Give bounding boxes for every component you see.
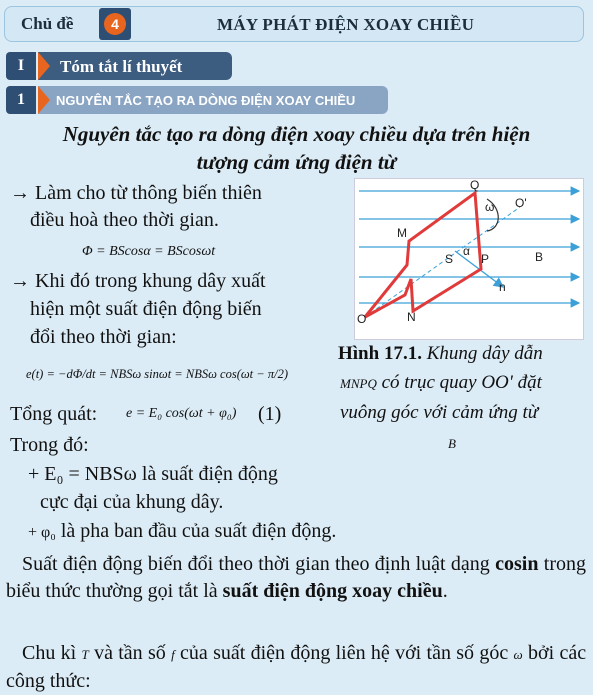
equation-number: (1) (258, 403, 282, 425)
label-p: P (481, 252, 490, 266)
label-n: N (407, 310, 416, 324)
label-n-vector: n (499, 280, 506, 294)
text-line: → Khi đó trong khung dây xuất (10, 270, 266, 292)
caption-text: Khung dây dẫn (426, 343, 543, 364)
where-label: Trong đó: (10, 434, 89, 456)
bullet-text: là pha ban đầu của suất điện động. (60, 520, 337, 542)
caption-text: có trục quay OO' đặt (381, 372, 542, 393)
para-bold: cosin (495, 553, 539, 575)
caption-symbol: MNPQ (340, 376, 377, 391)
label-alpha: α (463, 244, 470, 258)
formula-emf: e(t) = −dΦ/dt = NBSω sinωt = NBSω cos(ωt − π/2) (26, 367, 288, 381)
section-label: Tóm tắt lí thuyết (60, 57, 183, 76)
paragraph-period (6, 640, 586, 695)
formula-general: e = E₀ cos(ωt + φ₀) (126, 406, 237, 421)
text-line: điều hoà theo thời gian. (30, 209, 219, 231)
caption-line-2 (340, 372, 542, 394)
para-text: Chu kì (22, 642, 77, 664)
topic-number: 4 (104, 13, 126, 35)
bullet-line: cực đại của khung dây. (40, 491, 224, 513)
paragraph-emf (6, 551, 586, 605)
principle-heading (0, 120, 593, 176)
coil-diagram (355, 179, 583, 339)
subsection-header (6, 86, 388, 114)
para-text: . (442, 580, 448, 602)
para-text: Suất điện động biến đổi theo thời gian theo định luật dạng (22, 553, 490, 575)
para-text: và tần số (94, 642, 166, 664)
phi0-symbol: + φ₀ (28, 524, 56, 541)
topic-number-badge (99, 8, 131, 40)
para-text: của suất điện động liên hệ với tần số góc (180, 642, 509, 664)
label-omega: ω (485, 200, 495, 214)
caption-line-1 (338, 343, 543, 365)
caption-line-3: vuông góc với cảm ứng từ (340, 402, 539, 423)
symbol-t: T (81, 647, 89, 662)
para-text: trong biểu thức thường gọi tắt là (6, 553, 586, 602)
chevron-icon (38, 86, 50, 114)
caption-title: Hình 17.1. (338, 343, 422, 364)
para-bold: suất điện động xoay chiều (222, 580, 443, 602)
text-line: → Làm cho từ thông biến thiên (10, 182, 262, 204)
chevron-icon (38, 52, 50, 80)
text-line: hiện một suất điện động biến (30, 298, 262, 320)
label-b: B (535, 250, 544, 264)
formula-flux: Φ = BScosα = BScosωt (82, 244, 216, 259)
symbol-omega: ω (513, 647, 523, 662)
bullet-line (28, 520, 336, 543)
topic-header (4, 6, 584, 42)
bullet-line: + E₀ = NBSω là suất điện động (28, 463, 278, 485)
subsection-number: 1 (6, 86, 36, 114)
section-number: I (6, 52, 36, 80)
heading-line-2: tượng cảm ứng điện từ (196, 150, 397, 174)
heading-line-1: Nguyên tắc tạo ra dòng điện xoay chiều dựa trên hiện (62, 122, 531, 146)
general-label: Tổng quát: (10, 403, 98, 425)
topic-label: Chủ đề (21, 14, 74, 33)
caption-symbol-b: B (448, 436, 456, 451)
symbol-f: f (171, 647, 175, 662)
para-text: bởi các công thức: (6, 642, 587, 692)
label-s: S (445, 252, 454, 266)
label-o: O (357, 312, 367, 326)
topic-title: MÁY PHÁT ĐIỆN XOAY CHIỀU (217, 15, 475, 34)
subsection-label: NGUYÊN TẮC TẠO RA DÒNG ĐIỆN XOAY CHIỀU (56, 93, 356, 108)
label-oprime: O' (515, 196, 527, 210)
label-q: Q (470, 179, 480, 192)
label-m: M (397, 226, 407, 240)
text-line: đổi theo thời gian: (30, 326, 177, 348)
section-summary-header (6, 52, 232, 80)
coil-figure (354, 178, 584, 340)
